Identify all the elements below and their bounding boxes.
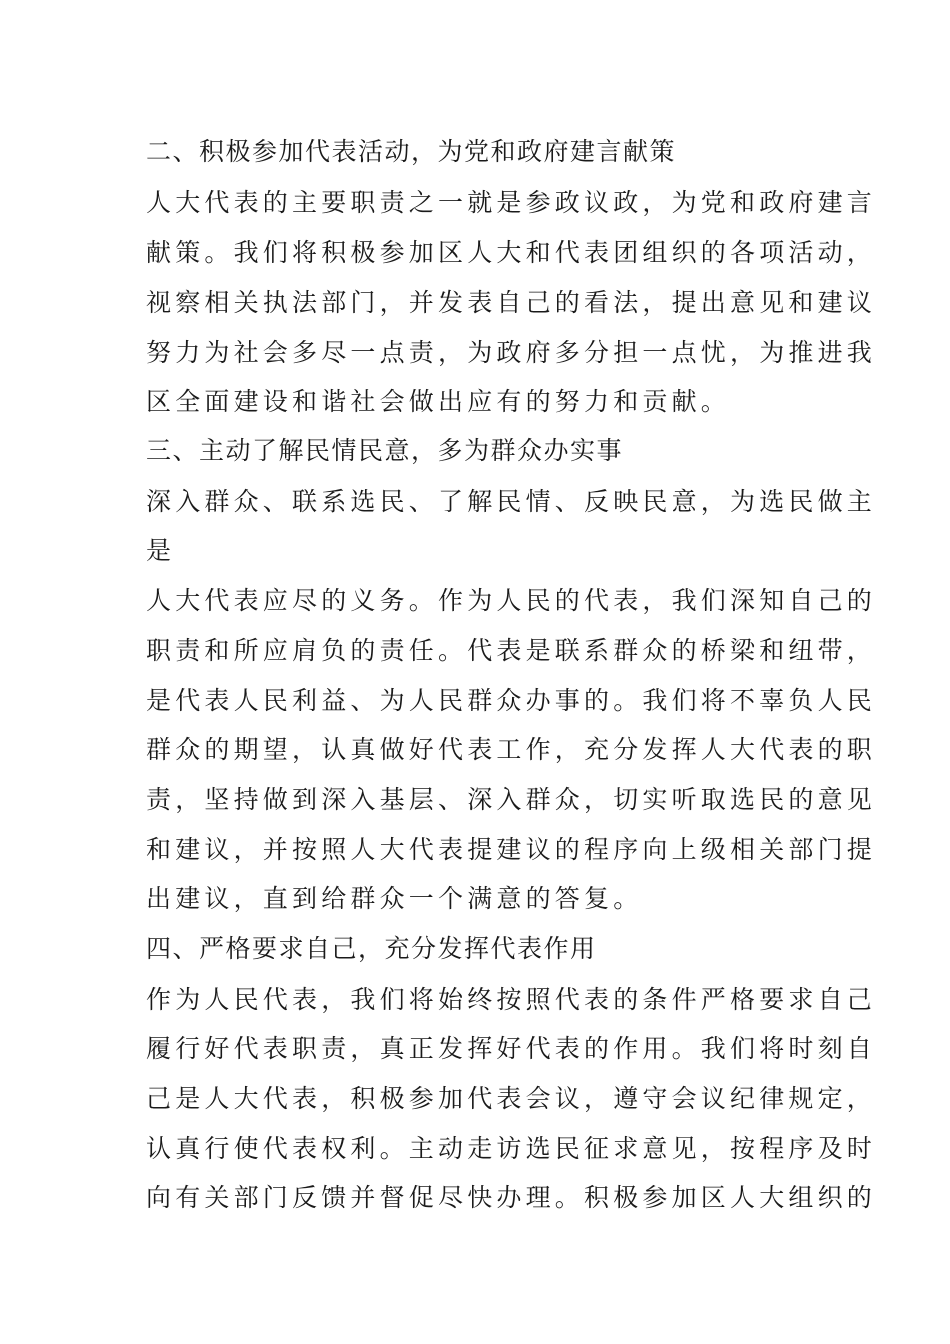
paragraph-line: 责，坚持做到深入基层、深入群众，切实听取选民的意见 — [146, 785, 877, 814]
paragraph-line: 努力为社会多尽一点责，为政府多分担一点忧，为推进我 — [146, 338, 877, 367]
paragraph-line: 人大代表的主要职责之一就是参政议政，为党和政府建言 — [146, 188, 877, 217]
paragraph-line: 献策。我们将积极参加区人大和代表团组织的各项活动， — [146, 238, 877, 267]
paragraph-line: 人大代表应尽的义务。作为人民的代表，我们深知自己的 — [146, 586, 877, 615]
paragraph-line: 群众的期望，认真做好代表工作，充分发挥人大代表的职 — [146, 735, 877, 764]
paragraph-line: 作为人民代表，我们将始终按照代表的条件严格要求自己 — [146, 985, 877, 1014]
paragraph-line: 深入群众、联系选民、了解民情、反映民意，为选民做主 — [146, 487, 877, 516]
paragraph-line: 视察相关执法部门，并发表自己的看法，提出意见和建议 — [146, 288, 877, 317]
paragraph-line: 是代表人民利益、为人民群众办事的。我们将不辜负人民 — [146, 686, 877, 715]
paragraph-line: 认真行使代表权利。主动走访选民征求意见，按程序及时 — [146, 1134, 877, 1163]
paragraph-line: 职责和所应肩负的责任。代表是联系群众的桥梁和纽带， — [146, 636, 877, 665]
paragraph-line: 出建议，直到给群众一个满意的答复。 — [146, 884, 643, 913]
section-heading-3: 三、主动了解民情民意，多为群众办实事 — [146, 436, 624, 465]
section-heading-4: 四、严格要求自己，充分发挥代表作用 — [146, 934, 597, 963]
paragraph-line: 是 — [146, 536, 176, 565]
paragraph-line: 向有关部门反馈并督促尽快办理。积极参加区人大组织的 — [146, 1183, 877, 1212]
paragraph-line: 区全面建设和谐社会做出应有的努力和贡献。 — [146, 387, 731, 416]
paragraph-line: 和建议，并按照人大代表提建议的程序向上级相关部门提 — [146, 835, 877, 864]
paragraph-line: 履行好代表职责，真正发挥好代表的作用。我们将时刻自 — [146, 1034, 877, 1063]
section-heading-2: 二、积极参加代表活动，为党和政府建言献策 — [146, 137, 677, 166]
paragraph-line: 己是人大代表，积极参加代表会议，遵守会议纪律规定， — [146, 1084, 877, 1113]
